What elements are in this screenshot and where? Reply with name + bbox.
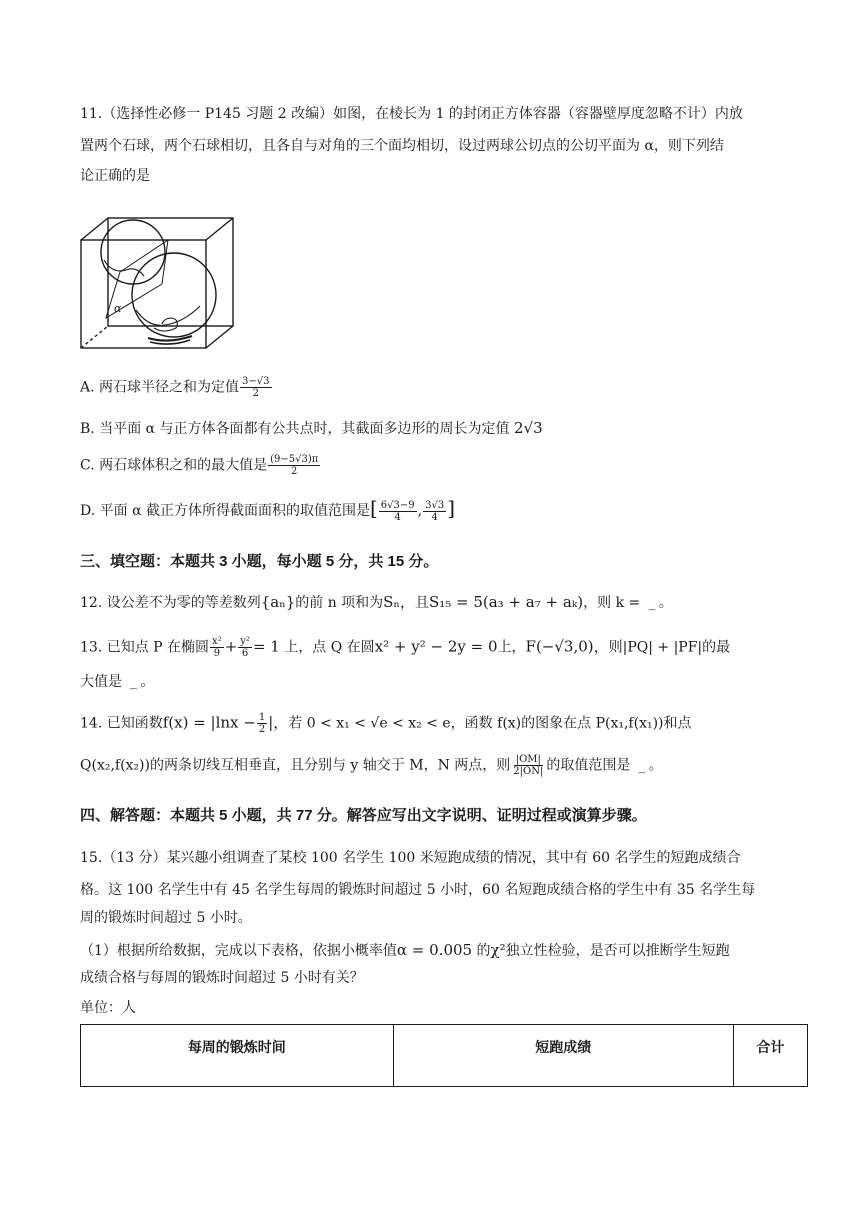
q15-sub1: （1）根据所给数据，完成以下表格，依据小概率值α = 0.005 的χ²独立性检验，是否可以推断学生短跑 — [80, 941, 730, 959]
fraction: $\frac{3√3}{4}$ — [425, 499, 445, 523]
table-header-cell: 合计 — [733, 1025, 807, 1087]
cube-spheres-figure — [78, 210, 238, 360]
option-b: B. 当平面 α 与正方体各面都有公共点时，其截面多边形的周长为定值 2√3 — [80, 419, 543, 437]
fraction: $\frac{6√3-9}{4}$ — [380, 499, 415, 523]
fraction: $\frac{3-√3}{2}$ — [242, 376, 270, 399]
fraction: $\frac{\text{y²}}{6}$ — [240, 636, 250, 659]
q15-line1: 15.（13 分）某兴趣小组调查了某校 100 名学生 100 米短跑成绩的情况，其中有 60 名学生的短跑成绩合 — [80, 850, 741, 866]
answer-blank: _ — [638, 757, 646, 774]
fraction: $\frac{|OM|}{2|ON|}$ — [513, 754, 544, 777]
fraction: $\frac{(9-5√3)\pi}{2}$ — [270, 454, 319, 477]
q15-line3: 周的锻炼时间超过 5 小时。 — [80, 910, 252, 926]
table-header-cell: 每周的锻炼时间 — [81, 1025, 394, 1087]
q13-line2: 大值是 _ 。 — [80, 674, 155, 690]
section-3-heading: 三、填空题：本题共 3 小题，每小题 5 分，共 15 分。 — [80, 553, 439, 570]
unit-label: 单位：人 — [80, 1000, 136, 1016]
alpha-label: α — [114, 302, 122, 315]
option-a: A. 两石球半径之和为定值 $\frac{3-√3}{2}$ — [80, 376, 270, 399]
answer-blank: _ — [648, 595, 656, 611]
section-4-heading: 四、解答题：本题共 5 小题，共 77 分。解答应写出文字说明、证明过程或演算步骤。 — [80, 807, 647, 824]
q11-line1: 11.（选择性必修一 P145 习题 2 改编）如图，在棱长为 1 的封闭正方体容器（容器壁厚度忽略不计）内放 — [80, 106, 743, 122]
answer-blank: _ — [129, 674, 137, 690]
q15-sub1-line2: 成绩合格与每周的锻炼时间超过 5 小时有关？ — [80, 970, 364, 986]
option-c: C. 两石球体积之和的最大值是 $\frac{(9-5√3)\pi}{2}$ — [80, 454, 319, 477]
q14-line1: 14. 已知函数f(x) = |lnx − $\frac{1}{2}$ |，若 0 < x₁ < √e < x₂ < e，函数 f(x)的图象在点 P(x₁,f(x₁))和点 — [80, 712, 692, 735]
q14-line2: Q(x₂,f(x₂))的两条切线互相垂直，且分别与 y 轴交于 M，N 两点，则 $\frac{|OM|}{2|ON|}$ 的取值范围是 _ 。 — [80, 754, 663, 777]
q11-line2: 置两个石球，两个石球相切，且各自与对角的三个面均相切，设过两球公切点的公切平面为 α，则下列结 — [80, 138, 724, 154]
data-table — [80, 1024, 808, 1087]
q13-line1: 13. 已知点 P 在椭圆 $\frac{\text{x²}}{9}$ + $\frac{\text{y²}}{6}$ = 1 上，点 Q 在圆x² + y² − 2y = 0上，F(−√3,0)，则|PQ| + |PF|的最 — [80, 636, 731, 659]
option-d: D. 平面 α 截正方体所得截面面积的取值范围是[ $\frac{6√3-9}{4}$ , $\frac{3√3}{4}$ ] — [80, 496, 456, 523]
q15-line2: 格。这 100 名学生中有 45 名学生每周的锻炼时间超过 5 小时，60 名短跑成绩合格的学生中有 35 名学生每 — [80, 882, 756, 898]
fraction: $\frac{1}{2}$ — [258, 712, 266, 735]
table-header-row — [81, 1025, 808, 1087]
q11-line3: 论正确的是 — [80, 168, 150, 184]
fraction: $\frac{\text{x²}}{9}$ — [212, 636, 222, 659]
q12: 12. 设公差不为零的等差数列{aₙ}的前 n 项和为Sₙ，且S₁₅ = 5(a₃ + a₇ + aₖ)，则 k = _ 。 — [80, 593, 673, 611]
table-header-cell: 短跑成绩 — [393, 1025, 733, 1087]
